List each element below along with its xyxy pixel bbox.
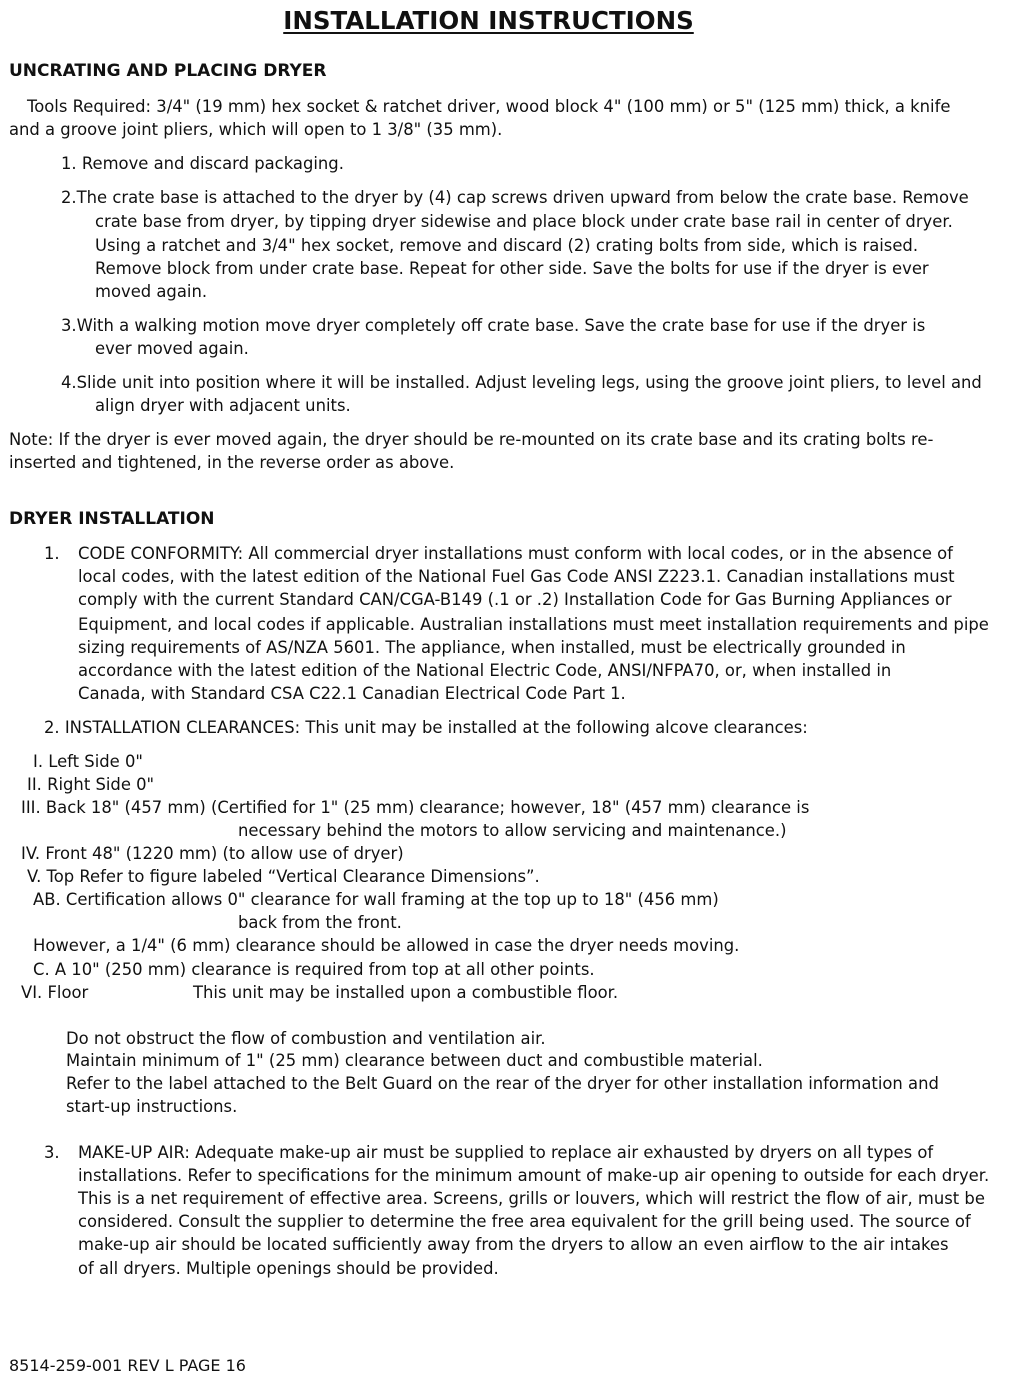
clearance-top: V. Top Refer to figure labeled “Vertical Clearance Dimensions”. <box>27 867 540 886</box>
notes-line-2: Maintain minimum of 1" (25 mm) clearance between duct and combustible material. <box>66 1051 763 1070</box>
step-2-line-4: Remove block from under crate base. Repeat for other side. Save the bolts for use if the dryer is ever <box>95 259 929 278</box>
clearance-top-ab: AB. Certification allows 0" clearance for wall framing at the top up to 18" (456 mm) <box>33 890 719 909</box>
notes-line-1: Do not obstruct the flow of combustion and ventilation air. <box>66 1029 546 1048</box>
tools-line-1: Tools Required: 3/4" (19 mm) hex socket & ratchet driver, wood block 4" (100 mm) or 5" (125 mm) thick, a knife <box>27 97 951 116</box>
note-line-2: inserted and tightened, in the reverse order as above. <box>9 453 455 472</box>
step-2-line-3: Using a ratchet and 3/4" hex socket, remove and discard (2) crating bolts from side, which is raised. <box>95 236 919 255</box>
item-2: 2. INSTALLATION CLEARANCES: This unit may be installed at the following alcove clearances: <box>44 718 808 737</box>
clearance-floor-label: VI. Floor <box>21 983 89 1002</box>
clearance-front: IV. Front 48" (1220 mm) (to allow use of dryer) <box>21 844 404 863</box>
step-1: 1. Remove and discard packaging. <box>61 154 344 173</box>
clearance-however: However, a 1/4" (6 mm) clearance should be allowed in case the dryer needs moving. <box>33 936 740 955</box>
step-3-line-2: ever moved again. <box>95 339 249 358</box>
clearance-floor-text: This unit may be installed upon a combustible floor. <box>193 983 619 1002</box>
dryer-installation-heading: DRYER INSTALLATION <box>9 509 215 529</box>
item-1-line-2: local codes, with the latest edition of the National Fuel Gas Code ANSI Z223.1. Canadian installations must <box>78 567 955 586</box>
step-2-line-1: 2.The crate base is attached to the dryer by (4) cap screws driven upward from below the crate base. Remove <box>61 188 969 207</box>
item-1-line-1: CODE CONFORMITY: All commercial dryer installations must conform with local codes, or in the absence of <box>78 544 953 563</box>
page-footer: 8514-259-001 REV L PAGE 16 <box>9 1356 246 1375</box>
clearance-top-c: C. A 10" (250 mm) clearance is required from top at all other points. <box>33 960 595 979</box>
uncrating-heading: UNCRATING AND PLACING DRYER <box>9 61 327 81</box>
step-2-line-2: crate base from dryer, by tipping dryer sidewise and place block under crate base rail in center of dryer. <box>95 212 953 231</box>
item-3-line-3: This is a net requirement of effective area. Screens, grills or louvers, which will restrict the flow of air, must be <box>78 1189 985 1208</box>
item-1-line-5: sizing requirements of AS/NZA 5601. The appliance, when installed, must be electrically grounded in <box>78 638 906 657</box>
step-3-line-1: 3.With a walking motion move dryer completely off crate base. Save the crate base for use if the dryer is <box>61 316 926 335</box>
item-1-line-4: Equipment, and local codes if applicable. Australian installations must meet installation requirements and pipe <box>78 615 989 634</box>
clearance-back-continued: necessary behind the motors to allow servicing and maintenance.) <box>238 821 787 840</box>
item-3-line-1: MAKE-UP AIR: Adequate make-up air must be supplied to replace air exhausted by dryers on all types of <box>78 1143 934 1162</box>
tools-line-2: and a groove joint pliers, which will open to 1 3/8" (35 mm). <box>9 120 503 139</box>
notes-line-4: start-up instructions. <box>66 1097 238 1116</box>
step-4-line-2: align dryer with adjacent units. <box>95 396 351 415</box>
notes-line-3: Refer to the label attached to the Belt Guard on the rear of the dryer for other installation information and <box>66 1074 939 1093</box>
page-title: INSTALLATION INSTRUCTIONS <box>283 6 694 35</box>
note-line-1: Note: If the dryer is ever moved again, the dryer should be re-mounted on its crate base and its crating bolts re- <box>9 430 934 449</box>
item-3-line-6: of all dryers. Multiple openings should be provided. <box>78 1259 499 1278</box>
item-3-line-4: considered. Consult the supplier to determine the free area equivalent for the grill being used. The source of <box>78 1212 971 1231</box>
clearance-right-side: II. Right Side 0" <box>27 775 155 794</box>
step-4-line-1: 4.Slide unit into position where it will be installed. Adjust leveling legs, using the groove joint pliers, to level and <box>61 373 982 392</box>
clearance-back: III. Back 18" (457 mm) (Certified for 1" (25 mm) clearance; however, 18" (457 mm) clearance is <box>21 798 810 817</box>
item-3-line-5: make-up air should be located sufficiently away from the dryers to allow an even airflow to the air intakes <box>78 1235 949 1254</box>
item-3-line-2: installations. Refer to specifications for the minimum amount of make-up air opening to outside for each dryer. <box>78 1166 990 1185</box>
item-3-number: 3. <box>44 1143 60 1162</box>
clearance-top-ab-continued: back from the front. <box>238 913 402 932</box>
item-1-line-6: accordance with the latest edition of the National Electric Code, ANSI/NFPA70, or, when installed in <box>78 661 892 680</box>
item-1-line-7: Canada, with Standard CSA C22.1 Canadian Electrical Code Part 1. <box>78 684 626 703</box>
clearance-left-side: I. Left Side 0" <box>33 752 143 771</box>
step-2-line-5: moved again. <box>95 282 208 301</box>
item-1-number: 1. <box>44 544 60 563</box>
item-1-line-3: comply with the current Standard CAN/CGA-B149 (.1 or .2) Installation Code for Gas Burning Appliances or <box>78 590 952 609</box>
